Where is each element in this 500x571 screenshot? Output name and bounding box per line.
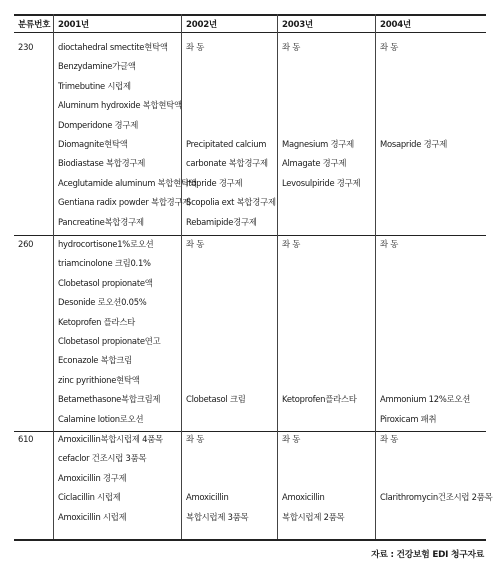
table-cell: Aceglutamide aluminum 복합현탁액 (58, 178, 197, 188)
header-2001: 2001년 (58, 20, 89, 30)
table-cell: Ketoprofen 플라스타 (58, 317, 136, 327)
header-category-code: 분류번호 (18, 20, 51, 30)
header-2004: 2004년 (380, 20, 411, 30)
table-cell: Biodiastase 복합경구제 (58, 158, 146, 168)
table-cell: Piroxicam 패취 (380, 414, 437, 424)
table-cell: Desonide 로오션0.05% (58, 297, 147, 307)
table-cell: Amoxicillin (282, 492, 325, 502)
table-cell: Amoxicillin 시럽제 (58, 512, 127, 522)
column-divider (277, 14, 278, 539)
table-cell: Amoxicillin복합시럽제 4품목 (58, 434, 163, 444)
table-bottom-rule (14, 539, 486, 541)
table-cell: Levosulpiride 경구제 (282, 178, 361, 188)
column-divider (181, 14, 182, 539)
table-cell: Scopolia ext 복합경구제 (186, 197, 276, 207)
table-cell: Almagate 경구제 (282, 158, 347, 168)
table-cell: Betamethasone복합크림제 (58, 394, 161, 404)
table-cell: Diomagnite현탁액 (58, 139, 128, 149)
table-cell: 좌 동 (186, 434, 205, 444)
table-cell: 좌 동 (186, 239, 205, 249)
table-cell: 좌 동 (380, 42, 399, 52)
table-cell: Benzydamine가글액 (58, 61, 136, 71)
table-top-rule (14, 14, 486, 16)
group-divider-rule (14, 235, 486, 236)
table-cell: Mosapride 경구제 (380, 139, 448, 149)
table-cell: Magnesium 경구제 (282, 139, 354, 149)
table-cell: Clobetasol propionate연고 (58, 336, 161, 346)
table-cell: Aluminum hydroxide 복합현탁액 (58, 100, 182, 110)
category-code: 230 (18, 42, 34, 52)
table-cell: 좌 동 (282, 434, 301, 444)
table-cell: Ammonium 12%로오션 (380, 394, 471, 404)
table-cell: Clarithromycin건조시럽 2품목 (380, 492, 493, 502)
table-cell: Pancreatine복합경구제 (58, 217, 144, 227)
column-divider (375, 14, 376, 539)
source-note: 자료 : 건강보험 EDI 청구자료 (371, 550, 484, 560)
header-2002: 2002년 (186, 20, 217, 30)
table-cell: Gentiana radix powder 복합경구제 (58, 197, 191, 207)
table-cell: 좌 동 (380, 239, 399, 249)
table-cell: Precipitated calcium (186, 139, 267, 149)
table-cell: triamcinolone 크림0.1% (58, 258, 151, 268)
table-cell: Amoxicillin 경구제 (58, 473, 127, 483)
category-code: 260 (18, 239, 34, 249)
table-cell: cefaclor 건조시럽 3품목 (58, 453, 147, 463)
table-cell: 좌 동 (380, 434, 399, 444)
header-bottom-rule (14, 32, 486, 33)
table-cell: Amoxicillin (186, 492, 229, 502)
category-code: 610 (18, 434, 34, 444)
table-cell: 좌 동 (282, 42, 301, 52)
table-cell: hydrocortisone1%로오션 (58, 239, 154, 249)
table-cell: Econazole 복합크림 (58, 355, 132, 365)
table-cell: 좌 동 (282, 239, 301, 249)
group-divider-rule (14, 431, 486, 432)
column-divider (53, 14, 54, 539)
table-cell: Calamine lotion로오션 (58, 414, 144, 424)
header-2003: 2003년 (282, 20, 313, 30)
table-cell: Itopride 경구제 (186, 178, 243, 188)
table-cell: Ciclacillin 시럽제 (58, 492, 121, 502)
table-cell: Ketoprofen플라스타 (282, 394, 357, 404)
table-cell: dioctahedral smectite현탁액 (58, 42, 168, 52)
table-cell: 복합시럽제 2품목 (282, 512, 345, 522)
table-cell: Clobetasol 크림 (186, 394, 246, 404)
table-cell: 복합시럽제 3품목 (186, 512, 249, 522)
table-cell: Domperidone 경구제 (58, 120, 139, 130)
table-cell: Trimebutine 시럽제 (58, 81, 131, 91)
table-cell: Clobetasol propionate액 (58, 278, 153, 288)
table-cell: carbonate 복합경구제 (186, 158, 268, 168)
table-cell: zinc pyrithione현탁액 (58, 375, 140, 385)
table-cell: 좌 동 (186, 42, 205, 52)
table-cell: Rebamipide경구제 (186, 217, 257, 227)
